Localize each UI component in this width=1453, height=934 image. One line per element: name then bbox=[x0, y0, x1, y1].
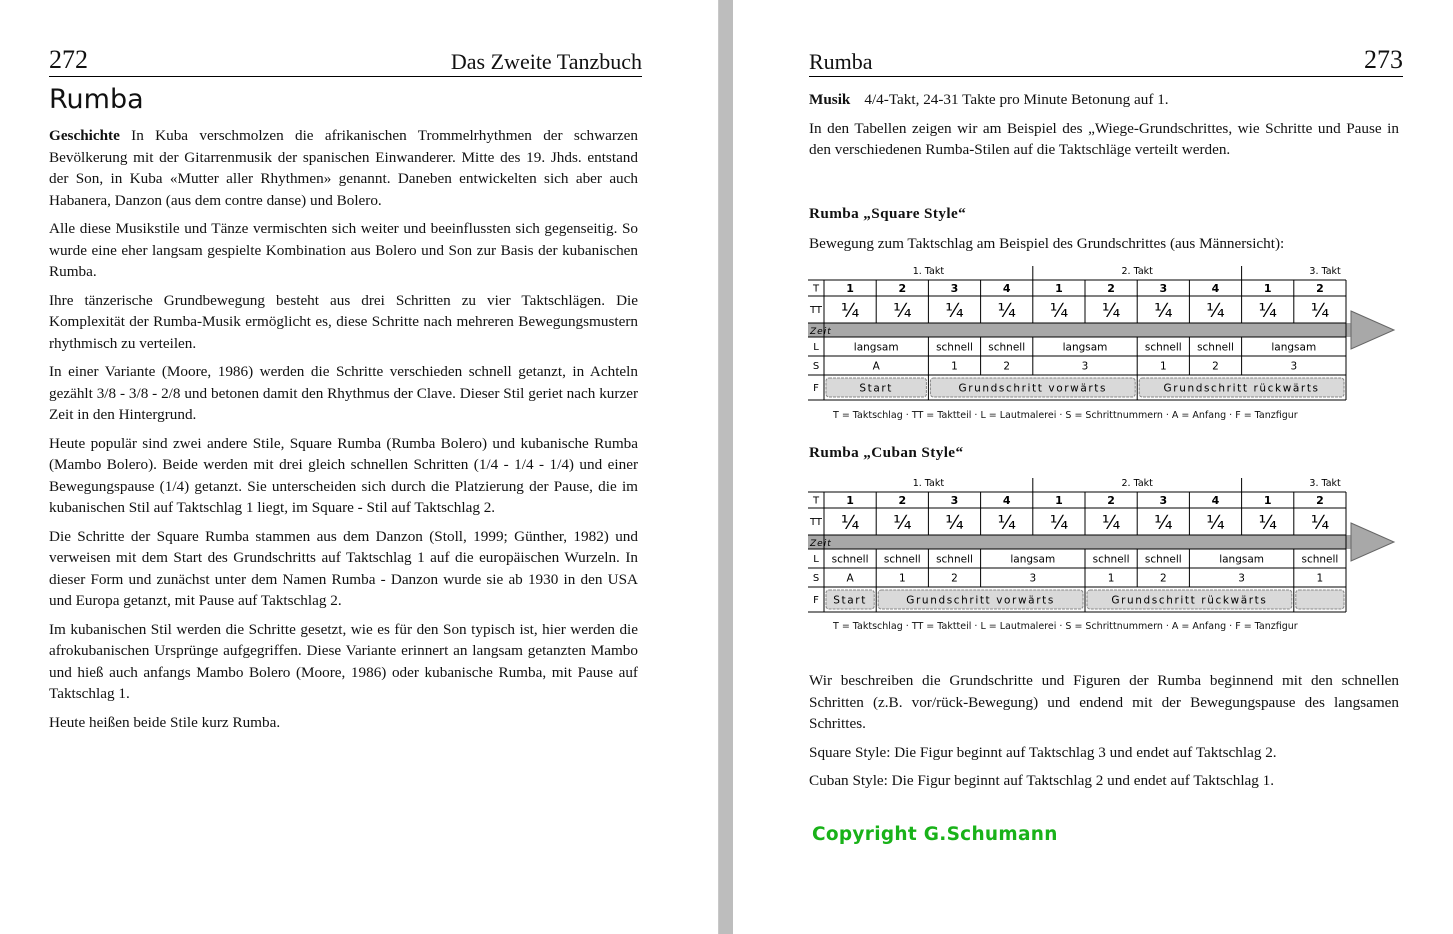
beat-number: 3 bbox=[1159, 494, 1168, 507]
cell-label: schnell bbox=[1144, 553, 1182, 566]
copyright-notice: Copyright G.Schumann bbox=[812, 824, 1058, 845]
row-label: TT bbox=[809, 305, 823, 316]
cell-label: schnell bbox=[1301, 553, 1339, 566]
quarter-note-value: ¼ bbox=[1206, 299, 1225, 322]
cell-label: A bbox=[872, 360, 880, 373]
quarter-note-value: ¼ bbox=[1101, 511, 1121, 534]
figure-box bbox=[1296, 590, 1344, 609]
running-title: Das Zweite Tanzbuch bbox=[450, 49, 642, 74]
cell-label: 3 bbox=[1081, 360, 1089, 373]
figure-label: Grundschritt rückwärts bbox=[1111, 594, 1268, 607]
cell-label: A bbox=[846, 572, 854, 585]
table-legend: T = Taktschlag · TT = Taktteil · L = Lautmalerei · S = Schrittnummern · A = Anfang · F = Tanzfigur bbox=[833, 410, 1298, 421]
row-label: T bbox=[812, 283, 820, 295]
cell-label: langsam bbox=[1062, 341, 1108, 354]
quarter-note-value: ¼ bbox=[1154, 511, 1173, 534]
beat-number: 1 bbox=[1055, 282, 1063, 295]
paragraph: Im kubanischen Stil werden die Schritte gesetzt, wie es für den Son typisch ist, hier werden die afrokubanischen Ursprünge aufgegriffen. Diese Variante erinnert an langsam getanzten Mambo und hieß auch anfangs Mambo Bolero (Moore, 1986) oder kubanische Rumba, mit Pause auf Taktschlag 1. bbox=[49, 620, 638, 702]
row-label: F bbox=[813, 595, 819, 606]
quarter-note-value: ¼ bbox=[997, 299, 1016, 322]
quarter-note-value: ¼ bbox=[945, 511, 964, 534]
cell-label: 3 bbox=[1029, 572, 1037, 585]
beat-number: 3 bbox=[950, 282, 959, 295]
paragraph: Geschichte In Kuba verschmolzen die afrikanischen Trommelrhythmen der schwarzen Bevölkerung mit der Gitarrenmusik der spanischen Einwanderer. Mitte des 19. Jhds. entstand der Son, in Kuba «Mutter aller Rhythmen» genannt. Daneben entwickelten sich aber auch Habanera, Danzon (aus dem contre danse) und Bolero. bbox=[49, 127, 638, 209]
cell-label: 2 bbox=[1003, 360, 1011, 373]
row-label: TT bbox=[809, 517, 823, 528]
beat-number: 2 bbox=[1107, 282, 1115, 295]
left-page bbox=[0, 0, 719, 934]
zeit-label: Zeit bbox=[810, 327, 832, 337]
cell-label: 1 bbox=[951, 360, 958, 373]
page-number: 272 bbox=[49, 45, 88, 74]
paragraph: Heute populär sind zwei andere Stile, Square Rumba (Rumba Bolero) und kubanische Rumba (Mambo Bolero). Beide werden mit drei gleich schnellen Schritten (1/4 - 1/4 - 1/4) und einer Bewegungspause (1/4) getanzt. Sie unterscheiden sich durch die Platzierung der Pause, die im kubanischen Stil auf Taktschlag 1 liegt, im Square - Stil auf Taktschlag 2. bbox=[49, 434, 638, 516]
cell-label: schnell bbox=[936, 341, 973, 354]
beat-number: 1 bbox=[1055, 494, 1063, 507]
zeit-label: Zeit bbox=[810, 539, 832, 549]
cell-label: langsam bbox=[1271, 341, 1317, 354]
quarter-note-value: ¼ bbox=[1049, 299, 1069, 322]
left-page-header bbox=[49, 44, 642, 77]
cell-label: 1 bbox=[1159, 360, 1167, 373]
cell-label: 3 bbox=[1290, 360, 1298, 373]
time-arrow-icon bbox=[1351, 523, 1394, 561]
right-outro-text bbox=[809, 670, 1399, 799]
cell-label: schnell bbox=[1144, 341, 1182, 354]
paragraph: Alle diese Musikstile und Tänze vermischten sich weiter und beeinflussten sich gegenseitig. So wurde eine eher langsam gespielte Kombination aus Bolero und Son zur Basis der kubanischen Rumba. bbox=[49, 220, 638, 280]
beat-number: 4 bbox=[1211, 494, 1220, 507]
cell-label: langsam bbox=[1219, 553, 1265, 566]
beat-number: 2 bbox=[1316, 282, 1324, 295]
zeit-bar bbox=[808, 535, 1351, 549]
row-label: L bbox=[813, 342, 819, 353]
row-label: T bbox=[812, 495, 820, 507]
beat-number: 3 bbox=[1159, 282, 1168, 295]
square-style-caption: Bewegung zum Taktschlag am Beispiel des Grundschrittes (aus Männersicht): bbox=[809, 235, 1285, 252]
paragraph: Wir beschreiben die Grundschritte und Figuren der Rumba beginnend mit den schnellen Schritten (z.B. vor/rück-Bewegung) und endend mit der Bewegungspause des langsamen Schrittes. bbox=[809, 672, 1399, 732]
quarter-note-value: ¼ bbox=[1154, 299, 1173, 322]
paragraph: Ihre tänzerische Grundbewegung besteht aus drei Schritten zu vier Taktschlägen. Die Komplexität der Rumba-Musik ermöglicht es, diese Schritte nach mehreren Bewegungsmustern rhythmisch zu verteilen. bbox=[49, 291, 638, 352]
cuban-style-heading: Rumba „Cuban Style“ bbox=[809, 444, 964, 461]
cell-label: 2 bbox=[1159, 572, 1167, 585]
beat-number: 1 bbox=[1263, 282, 1272, 295]
figure-label: Grundschritt rückwärts bbox=[1163, 382, 1320, 395]
beat-number: 1 bbox=[846, 494, 854, 507]
beat-number: 4 bbox=[1002, 494, 1011, 507]
paragraph: Heute heißen beide Stile kurz Rumba. bbox=[49, 713, 281, 731]
square-style-rhythm-table bbox=[808, 262, 1408, 406]
left-body-text bbox=[49, 125, 638, 740]
page-number: 273 bbox=[1364, 45, 1403, 74]
row-label: S bbox=[812, 573, 820, 584]
paragraph: Square Style: Die Figur beginnt auf Taktschlag 3 und endet auf Taktschlag 2. bbox=[809, 743, 1277, 761]
row-label: L bbox=[813, 554, 819, 565]
quarter-note-value: ¼ bbox=[1258, 511, 1277, 534]
quarter-note-value: ¼ bbox=[1206, 511, 1225, 534]
beat-number: 4 bbox=[1211, 282, 1220, 295]
cell-label: langsam bbox=[1010, 553, 1056, 566]
cell-label: 2 bbox=[1212, 360, 1219, 373]
figure-label: Grundschritt vorwärts bbox=[906, 594, 1055, 607]
musik-label: Musik bbox=[809, 91, 851, 108]
quarter-note-value: ¼ bbox=[1049, 511, 1069, 534]
beat-number: 4 bbox=[1002, 282, 1011, 295]
right-page-header bbox=[809, 44, 1403, 77]
square-style-heading: Rumba „Square Style“ bbox=[809, 205, 967, 222]
quarter-note-value: ¼ bbox=[1258, 299, 1277, 322]
beat-number: 2 bbox=[898, 494, 907, 507]
quarter-note-value: ¼ bbox=[840, 299, 860, 322]
musik-line: Musik 4/4-Takt, 24-31 Takte pro Minute Betonung auf 1. bbox=[809, 91, 1169, 108]
cell-label: langsam bbox=[853, 341, 899, 354]
cuban-style-rhythm-table bbox=[808, 474, 1408, 618]
right-page bbox=[733, 0, 1453, 934]
figure-label: Start bbox=[859, 382, 894, 395]
table-legend: T = Taktschlag · TT = Taktteil · L = Lautmalerei · S = Schrittnummern · A = Anfang · F = Tanzfigur bbox=[833, 621, 1298, 632]
takt-label: 2. Takt bbox=[1121, 478, 1153, 489]
quarter-note-value: ¼ bbox=[945, 299, 964, 322]
cell-label: schnell bbox=[1197, 341, 1234, 354]
time-arrow-icon bbox=[1351, 311, 1394, 349]
beat-number: 2 bbox=[898, 282, 907, 295]
quarter-note-value: ¼ bbox=[997, 511, 1016, 534]
cell-label: schnell bbox=[988, 341, 1026, 354]
quarter-note-value: ¼ bbox=[1310, 299, 1330, 322]
beat-number: 3 bbox=[950, 494, 959, 507]
beat-number: 2 bbox=[1107, 494, 1115, 507]
cell-label: schnell bbox=[936, 553, 973, 566]
lead-label: Geschichte bbox=[49, 127, 120, 144]
cell-label: schnell bbox=[1092, 553, 1130, 566]
takt-label: 3. Takt bbox=[1309, 266, 1341, 277]
cell-label: 1 bbox=[1316, 572, 1324, 585]
row-label: S bbox=[812, 361, 820, 372]
takt-label: 3. Takt bbox=[1309, 478, 1341, 489]
cell-label: 2 bbox=[951, 572, 958, 585]
paragraph: In einer Variante (Moore, 1986) werden die Schritte verschieden schnell getanzt, in Achteln gezählt 3/8 - 3/8 - 2/8 und betonen damit den Rhythmus der Clave. Dieser Stil geriet nach kurzer Zeit in den Hintergrund. bbox=[49, 363, 638, 423]
beat-number: 2 bbox=[1316, 494, 1324, 507]
zeit-bar bbox=[808, 323, 1351, 337]
quarter-note-value: ¼ bbox=[893, 511, 912, 534]
takt-label: 1. Takt bbox=[912, 266, 945, 277]
cell-label: 1 bbox=[898, 572, 906, 585]
takt-label: 1. Takt bbox=[912, 478, 945, 489]
quarter-note-value: ¼ bbox=[840, 511, 860, 534]
quarter-note-value: ¼ bbox=[1310, 511, 1330, 534]
cell-label: 1 bbox=[1107, 572, 1115, 585]
row-label: F bbox=[813, 383, 819, 394]
book-gutter bbox=[719, 0, 733, 934]
cell-label: schnell bbox=[831, 553, 869, 566]
right-intro-text bbox=[809, 89, 1399, 168]
figure-label: Start bbox=[833, 594, 867, 607]
paragraph: Die Schritte der Square Rumba stammen aus dem Danzon (Stoll, 1999; Günther, 1982) und verweisen mit dem Start des Grundschritts auf Taktschlag 1 auf die europäischen Wurzeln. In dieser Form und zunächst unter dem Namen Rumba - Danzon wurde sie ab 1930 in den USA und Europa getanzt, mit Pause auf Taktschlag 2. bbox=[49, 527, 638, 609]
cell-label: 3 bbox=[1238, 572, 1245, 585]
cell-label: schnell bbox=[883, 553, 921, 566]
quarter-note-value: ¼ bbox=[1101, 299, 1121, 322]
figure-label: Grundschritt vorwärts bbox=[958, 382, 1108, 395]
paragraph: In den Tabellen zeigen wir am Beispiel des „Wiege-Grundschrittes, wie Schritte und Pause in den verschiedenen Rumba-Stilen auf die Taktschläge verteilt werden. bbox=[809, 119, 1399, 158]
beat-number: 1 bbox=[1263, 494, 1272, 507]
quarter-note-value: ¼ bbox=[893, 299, 912, 322]
chapter-title: Rumba bbox=[49, 84, 144, 115]
paragraph: Cuban Style: Die Figur beginnt auf Taktschlag 2 und endet auf Taktschlag 1. bbox=[809, 772, 1275, 789]
takt-label: 2. Takt bbox=[1121, 266, 1153, 277]
beat-number: 1 bbox=[846, 282, 854, 295]
running-title: Rumba bbox=[809, 49, 873, 74]
